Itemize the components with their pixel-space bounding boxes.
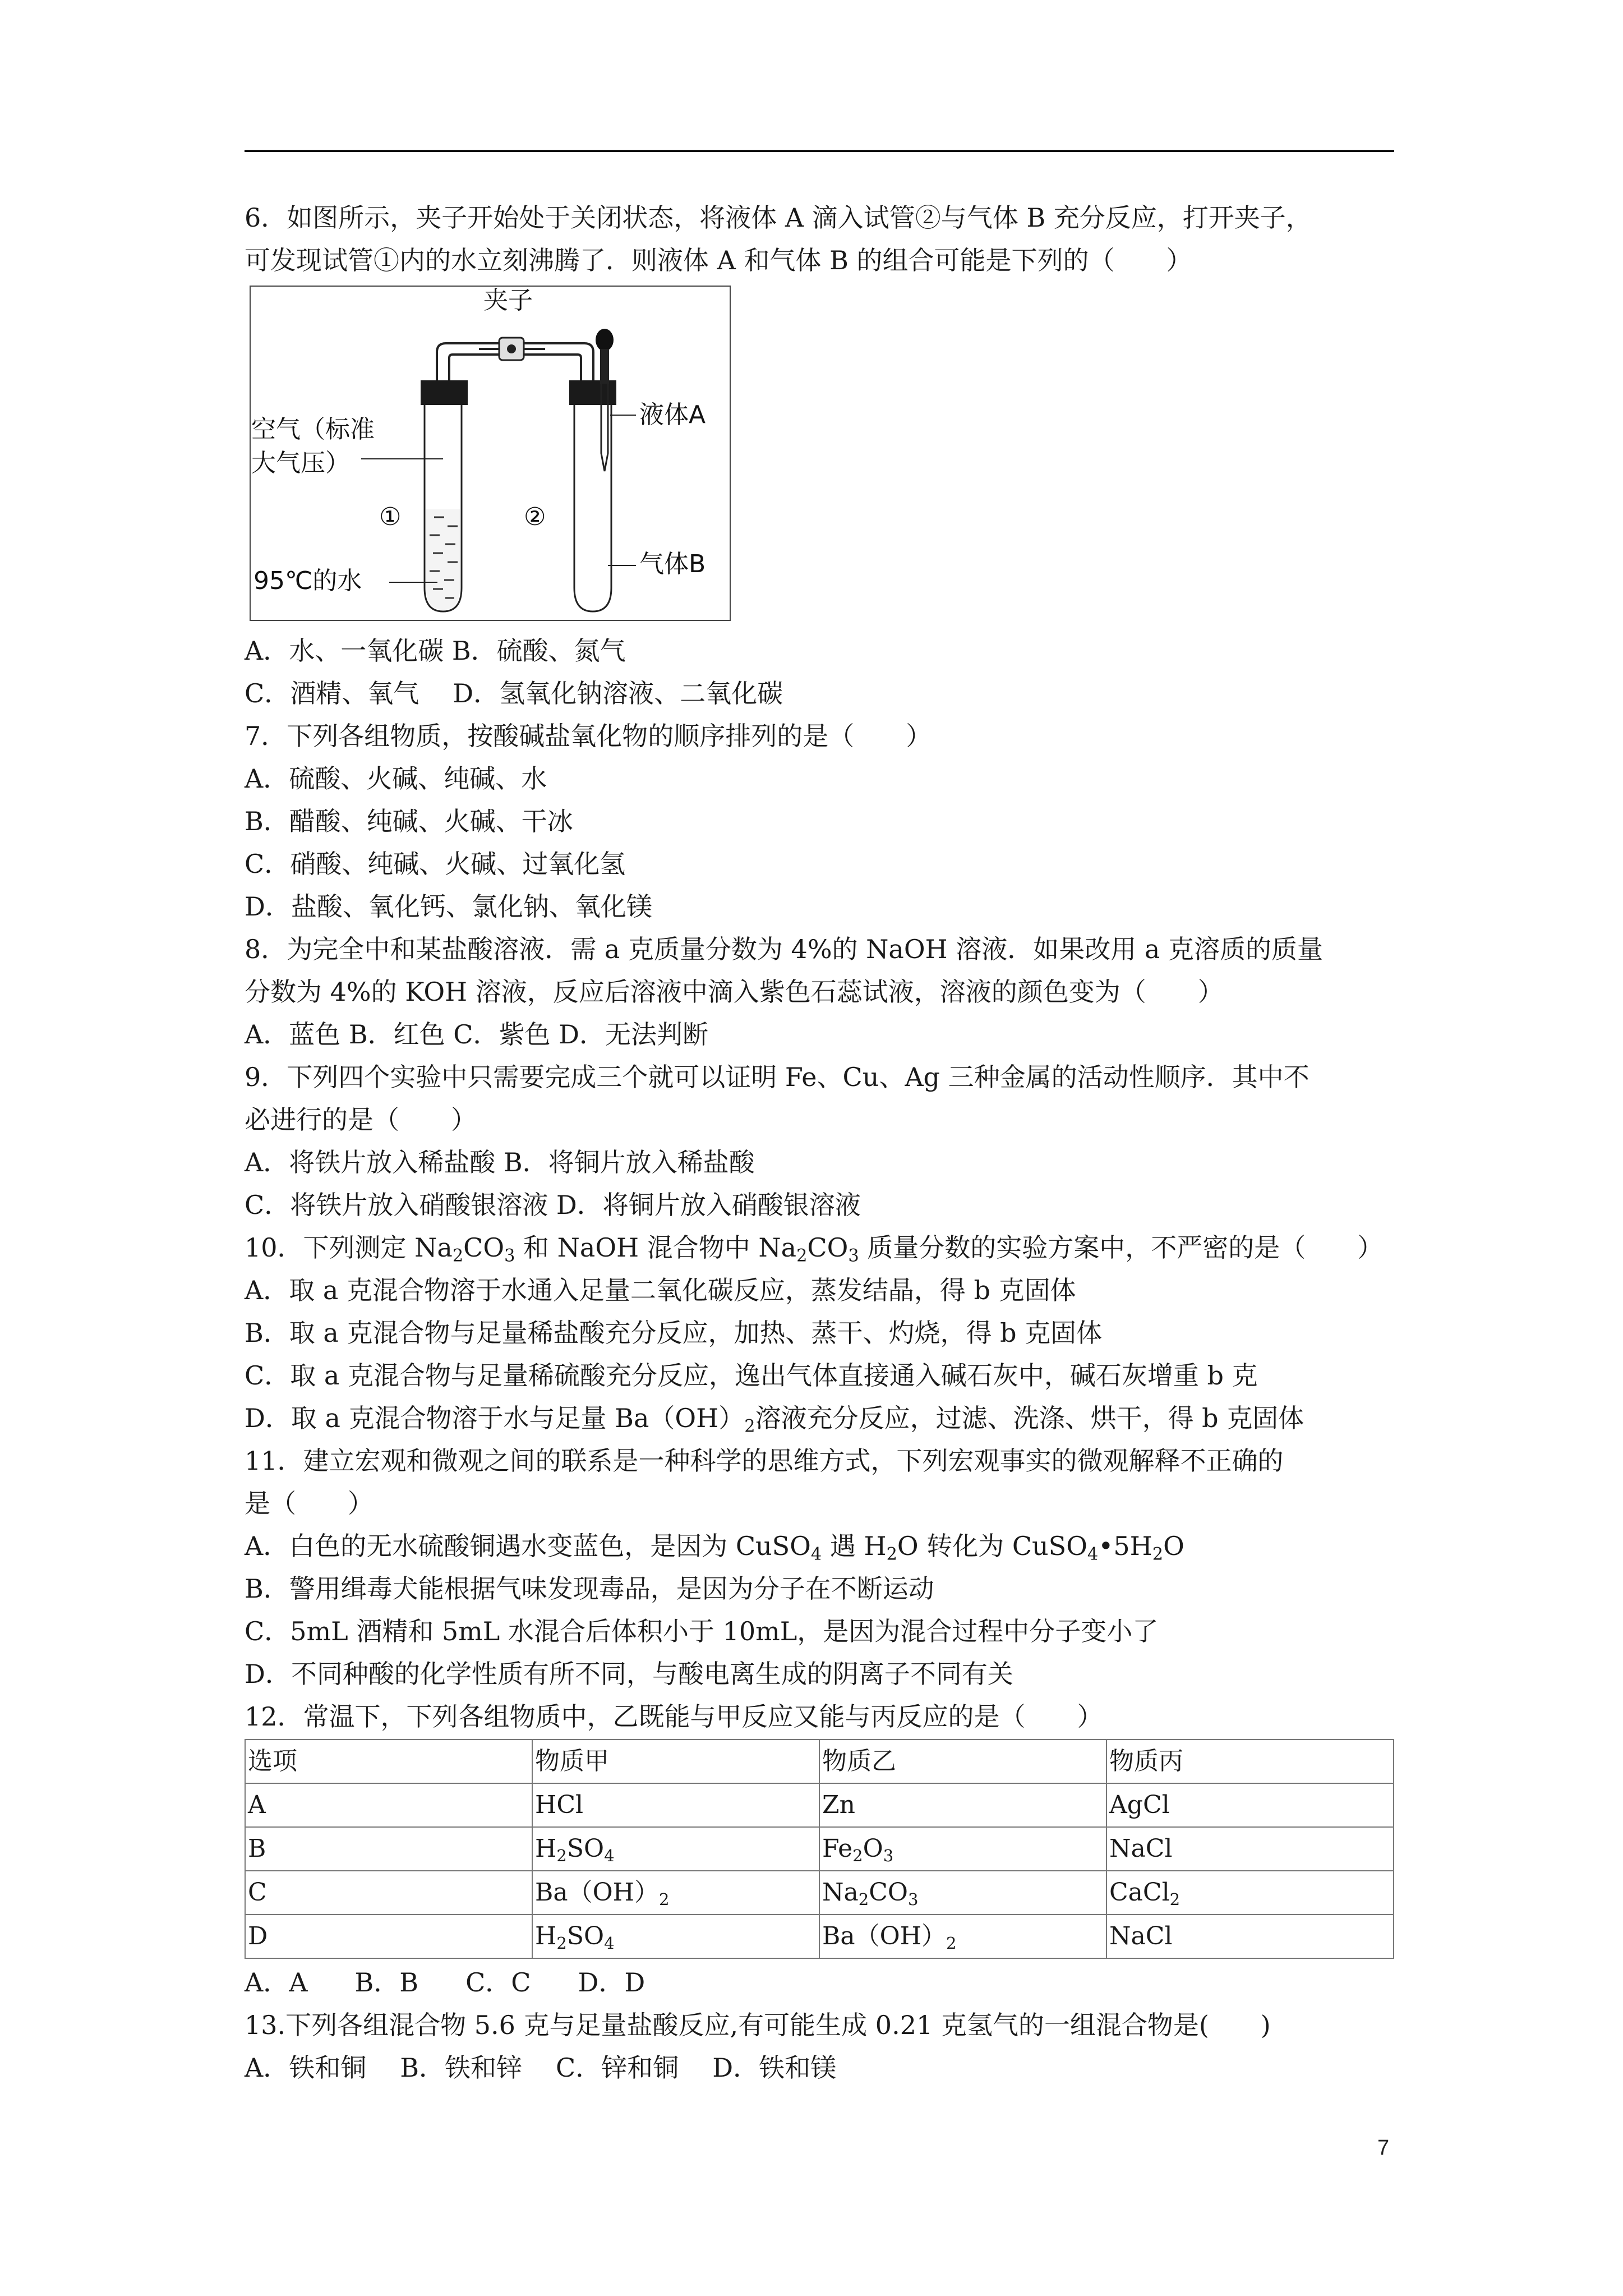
q13-option-a: A．铁和铜	[245, 2053, 367, 2083]
q12-option-c: C．C	[465, 1967, 531, 1998]
table-cell: $H_2SO_4$	[532, 1915, 819, 1958]
q9-stem-line2: 必进行的是（ ）	[245, 1105, 477, 1135]
q11-option-b: B．警用缉毒犬能根据气味发现毒品，是因为分子在不断运动	[245, 1573, 934, 1604]
table-row	[245, 1915, 1394, 1958]
q12-option-d: D．D	[578, 1967, 645, 1998]
table-cell: AgCl	[1106, 1783, 1394, 1827]
q7-stem: 7．下列各组物质，按酸碱盐氧化物的顺序排列的是（ ）	[245, 721, 932, 751]
q7-option-b: B．醋酸、纯碱、火碱、干冰	[245, 806, 573, 836]
q11-stem-line2: 是（ ）	[245, 1488, 374, 1519]
q13-option-d: D．铁和镁	[712, 2053, 837, 2083]
q6-options-ab	[245, 629, 1400, 672]
q8-stem-line1: 8．为完全中和某盐酸溶液．需 a 克质量分数为 4%的 NaOH 溶液．如果改用 a 克溶质的质量	[245, 934, 1323, 964]
water-label: 95℃的水	[253, 567, 362, 595]
q12-stem: 12．常温下，下列各组物质中，乙既能与甲反应又能与丙反应的是（ ）	[245, 1701, 1103, 1732]
q7-option-a: A．硫酸、火碱、纯碱、水	[245, 763, 547, 794]
tube-1-label: ①	[379, 503, 402, 531]
table-header-cell: 物质甲	[532, 1740, 819, 1783]
q11-option-c: C．5mL 酒精和 5mL 水混合后体积小于 10mL，是因为混合过程中分子变小了	[245, 1616, 1159, 1646]
q10-stem: 10．下列测定 $Na_2CO_3$ 和 NaOH 混合物中 $Na_2CO_3$ 质量分数的实验方案中，不严密的是（ ）	[245, 1232, 1384, 1266]
q10-option-b: B．取 a 克混合物与足量稀盐酸充分反应，加热、蒸干、灼烧，得 b 克固体	[245, 1318, 1103, 1348]
table-header-cell: 选项	[245, 1740, 532, 1783]
q6-option-d: D．氢氧化钠溶液、二氧化碳	[453, 678, 783, 708]
q11-option-a: A．白色的无水硫酸铜遇水变蓝色，是因为 CuSO$_4$ 遇 $H_2O$ 转化为 $CuSO_4•5H_2O$	[245, 1531, 1184, 1565]
q7-option-d: D．盐酸、氧化钙、氯化钠、氧化镁	[245, 891, 652, 922]
q6-option-c: C．酒精、氧气	[245, 678, 419, 708]
tube-2-label: ②	[524, 503, 546, 531]
table-row	[245, 1871, 1394, 1915]
clamp-label: 夹子	[483, 286, 533, 315]
table-cell: NaCl	[1106, 1915, 1394, 1958]
q6-options-cd	[245, 672, 1400, 715]
q6-stem-line2: 可发现试管①内的水立刻沸腾了．则液体 A 和气体 B 的组合可能是下列的（ ）	[245, 245, 1192, 275]
table-cell: $Na_2CO_3$	[819, 1871, 1106, 1915]
table-header-row	[245, 1740, 1394, 1783]
table-header-cell: 物质丙	[1106, 1740, 1394, 1783]
table-cell: Zn	[819, 1783, 1106, 1827]
table-cell: D	[245, 1915, 532, 1958]
air-label-line2: 大气压）	[251, 449, 350, 477]
q10-option-c: C．取 a 克混合物与足量稀硫酸充分反应，逸出气体直接通入碱石灰中，碱石灰增重 b 克	[245, 1360, 1258, 1391]
table-cell: $Ba(OH)_2$	[819, 1915, 1106, 1958]
table-cell: HCl	[532, 1783, 819, 1827]
document-body	[245, 196, 1400, 2089]
header-rule	[245, 150, 1394, 152]
q13-stem: 13.下列各组混合物 5.6 克与足量盐酸反应,有可能生成 0.21 克氢气的一组混合物是( )	[245, 2010, 1271, 2040]
liquid-a-label: 液体A	[639, 401, 706, 429]
table-cell: NaCl	[1106, 1827, 1394, 1871]
table-cell: $H_2SO_4$	[532, 1827, 819, 1871]
table-row	[245, 1827, 1394, 1871]
q8-stem-line2: 分数为 4%的 KOH 溶液，反应后溶液中滴入紫色石蕊试液，溶液的颜色变为（ ）	[245, 977, 1224, 1007]
q12-option-a: A．A	[245, 1967, 308, 1998]
q10-option-a: A．取 a 克混合物溶于水通入足量二氧化碳反应，蒸发结晶，得 b 克固体	[245, 1275, 1076, 1305]
q9-stem-line1: 9．下列四个实验中只需要完成三个就可以证明 Fe、Cu、Ag 三种金属的活动性顺序．其中不	[245, 1062, 1310, 1092]
table-cell: B	[245, 1827, 532, 1871]
q12-options	[245, 1961, 1400, 2004]
q6-option-a: A．水、一氧化碳	[245, 636, 444, 666]
table-cell: C	[245, 1871, 532, 1915]
table-cell: $Fe_2O_3$	[819, 1827, 1106, 1871]
q13-options	[245, 2046, 1400, 2089]
q6-stem-line1: 6．如图所示，夹子开始处于关闭状态，将液体 A 滴入试管②与气体 B 充分反应，打开夹子，	[245, 203, 1312, 233]
gas-b-label: 气体B	[639, 550, 706, 578]
table-cell: CaCl$_2$	[1106, 1871, 1394, 1915]
q10-option-d: D．取 a 克混合物溶于水与足量 $Ba(OH)_2$溶液充分反应，过滤、洗涤、烘干，得 b 克固体	[245, 1403, 1304, 1437]
table-row	[245, 1783, 1394, 1827]
q8-options: A．蓝色 B．红色 C．紫色 D．无法判断	[245, 1019, 708, 1050]
q11-option-d: D．不同种酸的化学性质有所不同，与酸电离生成的阴离子不同有关	[245, 1659, 1013, 1689]
q6-option-b: B．硫酸、氮气	[451, 636, 626, 666]
table-header-cell: 物质乙	[819, 1740, 1106, 1783]
q9-options-cd: C．将铁片放入硝酸银溶液 D．将铜片放入硝酸银溶液	[245, 1190, 861, 1220]
table-cell: A	[245, 1783, 532, 1827]
q12-option-b: B．B	[354, 1967, 419, 1998]
q9-options-ab: A．将铁片放入稀盐酸 B．将铜片放入稀盐酸	[245, 1147, 755, 1177]
q13-option-c: C．锌和铜	[556, 2053, 679, 2083]
q7-option-c: C．硝酸、纯碱、火碱、过氧化氢	[245, 849, 626, 879]
q6-apparatus-figure	[249, 285, 731, 622]
q13-option-b: B．铁和锌	[400, 2053, 523, 2083]
table-cell: $Ba(OH)_2$	[532, 1871, 819, 1915]
air-label-line1: 空气（标准	[251, 415, 375, 444]
page-number: 7	[1377, 2136, 1390, 2160]
q11-stem-line1: 11．建立宏观和微观之间的联系是一种科学的思维方式，下列宏观事实的微观解释不正确的	[245, 1446, 1284, 1476]
q12-table	[245, 1739, 1394, 1959]
